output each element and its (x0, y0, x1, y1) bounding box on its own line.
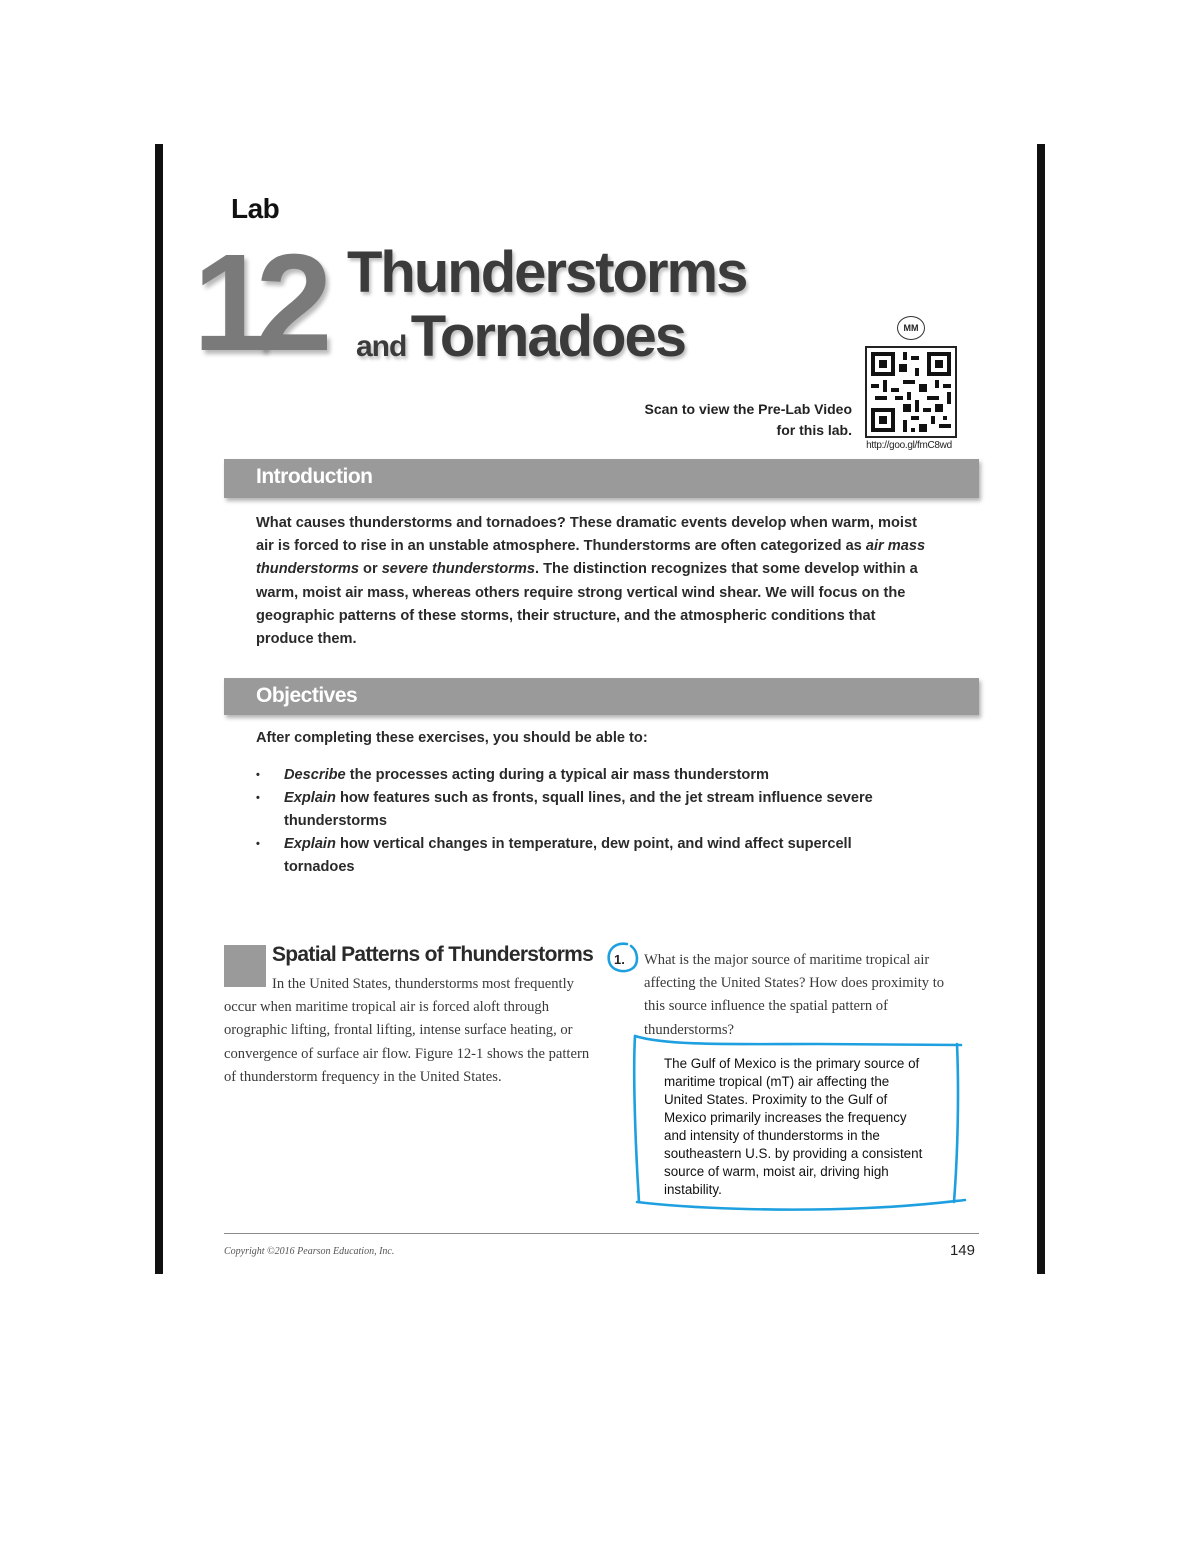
lab-number: 12 (193, 226, 319, 380)
intro-text-part3: . The distinction recognizes that some develop within a warm, moist air mass, whereas others require strong vertical wind shear. We will focus on the geographic patterns of these storms, their structure, and the atmospheric conditions that produce them. (256, 561, 918, 648)
objectives-lead: After completing these exercises, you should be able to: (256, 730, 648, 746)
objectives-heading: Objectives (256, 684, 358, 707)
left-border-rule (155, 144, 163, 1274)
page-title-line1: Thunderstorms (347, 240, 747, 305)
qr-caption-line1: Scan to view the Pre-Lab Video (644, 401, 852, 417)
page-title-line2 (356, 305, 685, 369)
page-number: 149 (949, 1242, 975, 1259)
answer-text[interactable]: The Gulf of Mexico is the primary source of maritime tropical (mT) air affecting the United States. Proximity to the Gulf of Mexico primarily increases the frequency and intensity of thunderstorms in the southeastern U.S. by providing a consistent source of warm, moist air, driving high instability. (664, 1056, 923, 1197)
intro-term-air-mass: air mass thunderstorms (256, 538, 926, 578)
introduction-heading-bar (224, 459, 979, 498)
section-body: In the United States, thunderstorms most frequently occur when maritime tropical air is forced aloft through orographic lifting, frontal lifting, intense surface heating, or convergence of surface air flow. Figure 12-1 shows the pattern of thunderstorm frequency in the United States. (224, 976, 590, 1085)
qr-caption (600, 399, 852, 441)
qr-caption-line2: for this lab. (776, 422, 852, 438)
qr-code-icon[interactable] (865, 346, 957, 438)
objectives-list (256, 764, 916, 879)
objective-verb: Describe (284, 767, 346, 783)
qr-url: http://goo.gl/fmC8wd (866, 440, 952, 451)
objective-item (256, 833, 916, 879)
introduction-heading: Introduction (256, 465, 373, 488)
lab-label: Lab (231, 193, 280, 224)
intro-term-severe: severe thunderstorms (381, 561, 535, 578)
question-text: What is the major source of maritime tropical air affecting the United States? How does proximity to this source influence the spatial pattern of thunderstorms? (644, 952, 945, 1038)
footer-divider (224, 1233, 979, 1234)
objectives-heading-bar (224, 678, 979, 715)
copyright-notice: Copyright ©2016 Pearson Education, Inc. (224, 1246, 395, 1257)
objective-text: the processes acting during a typical air mass thunderstorm (345, 767, 769, 783)
question-number: 1. (614, 952, 625, 967)
mm-badge-icon: MM (897, 316, 925, 340)
objective-verb: Explain (284, 836, 336, 852)
objective-text: how features such as fronts, squall lines, and the jet stream influence severe thunderstorms (284, 790, 873, 829)
title-and: and (356, 330, 407, 363)
section-title: Spatial Patterns of Thunderstorms (272, 943, 594, 966)
title-tornadoes: Tornadoes (410, 304, 685, 369)
intro-text-part1: What causes thunderstorms and tornadoes? These dramatic events develop when warm, moist air is forced to rise in an unstable atmosphere. Thunderstorms are often categorized as (256, 515, 917, 555)
objective-item (256, 787, 916, 833)
introduction-text (256, 512, 936, 651)
objective-item (256, 764, 916, 787)
intro-text-part2: or (358, 561, 382, 578)
objective-text: how vertical changes in temperature, dew point, and wind affect supercell tornadoes (284, 836, 852, 875)
objective-verb: Explain (284, 790, 336, 806)
right-border-rule (1037, 144, 1045, 1274)
